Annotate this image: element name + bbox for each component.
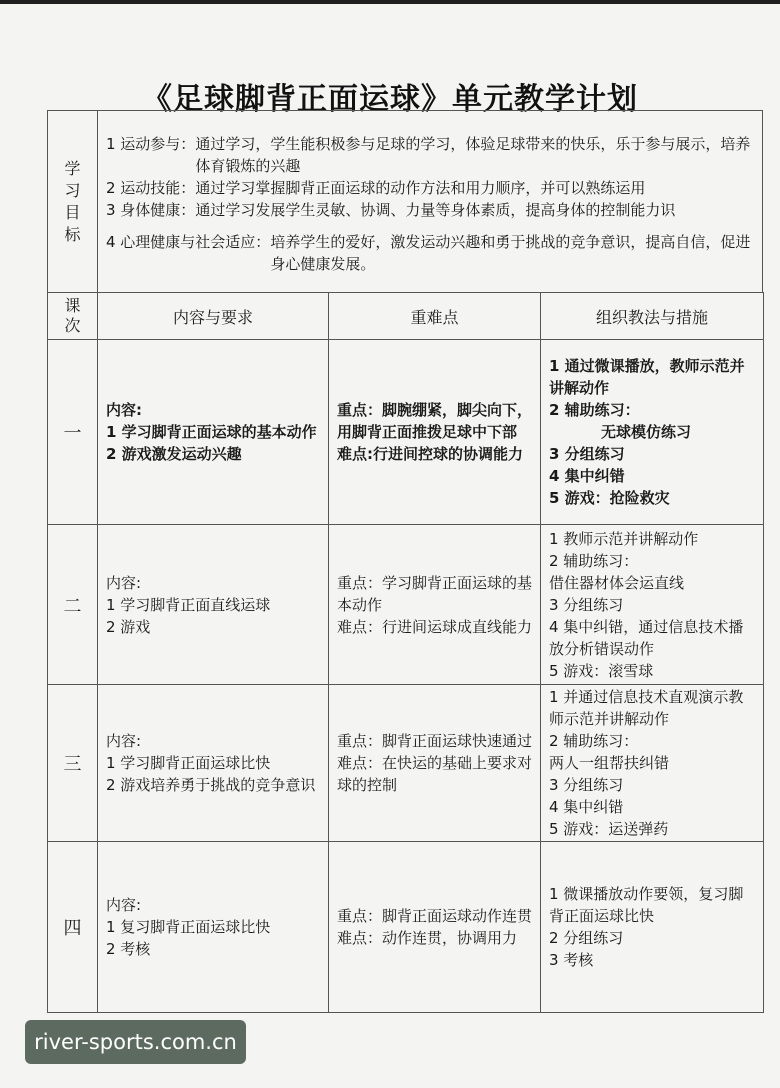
method-line: 4 集中纠错	[549, 798, 624, 816]
lesson-number: 四	[48, 842, 98, 1013]
method-line: 5 游戏：抢险救灾	[549, 489, 670, 507]
table-row	[48, 340, 764, 525]
lesson-number: 三	[48, 685, 98, 842]
method-line: 3 考核	[549, 951, 594, 969]
method-line: 4 集中纠错，通过信息技术播放分析错误动作	[549, 617, 744, 658]
method-line: 3 分组练习	[549, 445, 625, 463]
content-line: 1 学习脚背正面运球的基本动作	[106, 423, 317, 441]
content-line: 内容:	[106, 401, 142, 419]
goal-text: 通过学习掌握脚背正面运球的动作方法和用力顺序，并可以熟练运用	[195, 179, 646, 197]
goal-item	[106, 133, 752, 177]
header-lesson-char: 次	[64, 316, 81, 335]
method-line: 3 分组练习	[549, 776, 624, 794]
table-row	[48, 842, 764, 1013]
method-line: 5 游戏：滚雪球	[549, 661, 654, 680]
lesson-key-points	[329, 685, 541, 842]
goal-text: 培养学生的爱好，激发运动兴趣和勇于挑战的竞争意识，提高自信，促进身心健康发展。	[270, 233, 751, 273]
content-line: 1 复习脚背正面运球比快	[106, 918, 271, 936]
table-row	[48, 685, 764, 842]
lesson-number: 二	[48, 525, 98, 685]
method-line: 1 通过微课播放，教师示范并讲解动作	[549, 357, 745, 397]
content-line: 内容:	[106, 573, 142, 592]
goal-category: 2 运动技能：	[106, 179, 196, 197]
page-title: 《足球脚背正面运球》单元教学计划	[142, 82, 638, 117]
goal-item	[106, 231, 752, 275]
key-point-line: 重点：脚腕绷紧，脚尖向下，用脚背正面推拨足球中下部	[337, 401, 533, 441]
learning-goals-section	[47, 110, 763, 293]
lesson-content	[98, 842, 329, 1013]
key-point-line: 重点：学习脚背正面运球的基本动作	[337, 573, 533, 614]
method-line: 两人一组帮扶纠错	[549, 754, 670, 772]
content-line: 2 游戏激发运动兴趣	[106, 445, 242, 463]
key-point-line: 难点：行进间运球成直线能力	[337, 617, 533, 636]
lesson-content	[98, 340, 329, 525]
table-header-row	[48, 293, 764, 340]
key-point-line: 难点:行进间控球的协调能力	[337, 445, 523, 463]
header-key-points: 重难点	[329, 293, 541, 340]
goal-category: 3 身体健康：	[106, 201, 196, 219]
content-line: 1 学习脚背正面运球比快	[106, 754, 271, 772]
method-line: 无球模仿练习	[601, 423, 692, 441]
table-row	[48, 525, 764, 685]
lesson-key-points	[329, 340, 541, 525]
method-line: 2 分组练习	[549, 929, 624, 947]
lesson-key-points	[329, 525, 541, 685]
header-methods: 组织教法与措施	[541, 293, 764, 340]
header-lesson	[48, 293, 98, 340]
goal-item	[106, 199, 752, 221]
header-lesson-char: 课	[64, 296, 81, 315]
key-point-line: 难点：在快运的基础上要求对球的控制	[337, 754, 533, 794]
lesson-methods	[541, 340, 764, 525]
content-line: 1 学习脚背正面直线运球	[106, 595, 271, 614]
method-line: 2 辅助练习：	[549, 732, 639, 750]
lesson-key-points	[329, 842, 541, 1013]
goal-text: 通过学习，学生能积极参与足球的学习，体验足球带来的快乐，乐于参与展示，培养体育锻炼的兴趣	[195, 135, 751, 175]
goals-label-char: 学	[64, 158, 81, 178]
goals-list	[98, 111, 762, 292]
key-point-line: 重点：脚背正面运球动作连贯	[337, 907, 533, 925]
top-bar	[0, 0, 780, 4]
goal-text: 通过学习发展学生灵敏、协调、力量等身体素质，提高身体的控制能力识	[195, 201, 676, 219]
key-point-line: 难点：动作连贯，协调用力	[337, 929, 518, 947]
lesson-content	[98, 525, 329, 685]
method-line: 1 并通过信息技术直观演示教师示范并讲解动作	[549, 688, 744, 728]
goal-category: 1 运动参与：	[106, 135, 196, 153]
content-line: 2 游戏	[106, 617, 151, 636]
method-line: 借住器材体会运直线	[549, 573, 685, 592]
goal-category: 4 心理健康与社会适应：	[106, 233, 271, 251]
lesson-methods	[541, 685, 764, 842]
goal-item	[106, 177, 752, 199]
goals-label-char: 标	[64, 224, 81, 244]
key-point-line: 重点：脚背正面运球快速通过	[337, 732, 533, 750]
method-line: 1 教师示范并讲解动作	[549, 529, 699, 548]
content-line: 内容:	[106, 896, 142, 914]
lesson-methods	[541, 842, 764, 1013]
header-content: 内容与要求	[98, 293, 329, 340]
method-line: 5 游戏：运送弹药	[549, 820, 669, 838]
lesson-number: 一	[48, 340, 98, 525]
method-line: 2 辅助练习：	[549, 401, 640, 419]
content-line: 2 考核	[106, 940, 151, 958]
lesson-methods	[541, 525, 764, 685]
goals-label	[48, 111, 98, 292]
watermark-badge: river-sports.com.cn	[25, 1020, 246, 1064]
lesson-content	[98, 685, 329, 842]
content-line: 内容:	[106, 732, 142, 750]
method-line: 1 微课播放动作要领，复习脚背正面运球比快	[549, 885, 744, 925]
goals-label-char: 目	[64, 202, 81, 222]
method-line: 2 辅助练习：	[549, 551, 639, 570]
lesson-plan-table	[47, 292, 764, 1013]
method-line: 4 集中纠错	[549, 467, 625, 485]
method-line: 3 分组练习	[549, 595, 624, 614]
content-line: 2 游戏培养勇于挑战的竞争意识	[106, 776, 316, 794]
goals-label-char: 习	[64, 180, 81, 200]
